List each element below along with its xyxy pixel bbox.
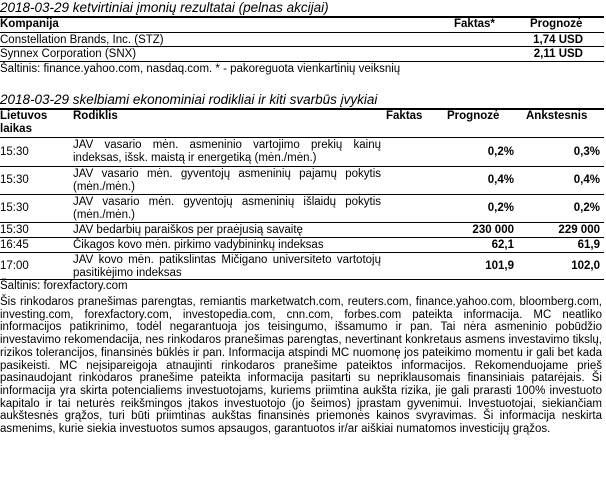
row-indicator: JAV bedarbių paraiškos per praėjusią savaitę xyxy=(73,224,303,236)
row-previous: 0,2% xyxy=(573,202,600,214)
divider xyxy=(0,16,604,18)
section1-source: Šaltinis: finance.yahoo.com, nasdaq.com. * - pakoreguota vienkartinių veiksnių xyxy=(0,63,401,75)
header-time-line2: laikas xyxy=(0,123,32,135)
header-fact: Faktas* xyxy=(454,18,495,30)
row-time: 16:45 xyxy=(0,239,29,251)
row-previous: 229 000 xyxy=(558,224,600,236)
row-time: 15:30 xyxy=(0,174,29,186)
divider xyxy=(0,166,604,167)
header-previous: Ankstesnis xyxy=(526,110,588,122)
row-previous: 0,3% xyxy=(573,146,600,158)
company-name: Constellation Brands, Inc. (STZ) xyxy=(0,34,164,46)
row-time: 15:30 xyxy=(0,224,29,236)
row-previous: 0,4% xyxy=(573,174,600,186)
row-time: 15:30 xyxy=(0,146,29,158)
row-indicator: JAV vasario mėn. gyventojų asmeninių pajamų pokytis (mėn./mėn.) xyxy=(73,168,381,193)
divider xyxy=(0,194,604,195)
row-previous: 102,0 xyxy=(571,260,600,272)
divider xyxy=(0,252,604,253)
row-forecast: 62,1 xyxy=(491,239,514,251)
header-indicator: Rodiklis xyxy=(73,110,118,122)
header-forecast: Prognozė xyxy=(530,18,583,30)
company-forecast: 2,11 USD xyxy=(533,48,583,60)
divider xyxy=(0,46,604,47)
header-forecast: Prognozė xyxy=(447,110,500,122)
header-time-line1: Lietuvos xyxy=(0,110,48,122)
divider xyxy=(0,137,604,138)
header-company: Kompanija xyxy=(0,18,59,30)
company-forecast: 1,74 USD xyxy=(533,34,583,46)
row-indicator: JAV vasario mėn. gyventojų asmeninių išlaidų pokytis (mėn./mėn.) xyxy=(73,196,381,221)
disclaimer-text: Šis rinkodaros pranešimas parengtas, remiantis marketwatch.com, reuters.com, finance.yahoo.com, bloomberg.com, investing.com, forexfactory.com, investopedia.com, cnn.com, forbes.com pateikta informacija. MC neatliko informacijos patikrinimo, todėl negarantuoja jos teisingumo, išsamumo ir pan. Tai nėra asmeninio pobūdžio investavimo rekomendacija, nes rinkodaros pranešimas parengtas, nevertinant konkretaus asmens investavimo tikslų, rizikos tolerancijos, finansinės būklės ir pan. Informacija atspindi MC nuomonę jos pateikimo momentu ir gali bet kada pasikeisti. MC neįsipareigoja atnaujinti rinkodaros pranešime pateiktos informacijos. Rekomenduojame prieš pasinaudojant rinkodaros pranešime pateikta informacija pasitarti su nepriklausomais finansiniais patarėjais. Ši informacija yra skirta potencialiems investuotojams, kuriems priimtina aukšta rizika, jie gali prarasti 100% investuoto kapitalo ir tai neturės reikšmingos įtakos investuotojo (jo šeimos) įprastam gyvenimui. Investuotojai, siekiančiam aukštesnės grąžos, turi būti priimtinas aukštas finansinės priemonės kainos svyravimas. Ši informacija neskirta asmenims, kurie siekia investuotos sumos apsaugos, garantuotos ir/ar aiškiai numatomos investicijų grąžos. xyxy=(0,296,602,436)
row-indicator: JAV kovo mėn. patikslintas Mičigano universiteto vartotojų pasitikėjimo indeksas xyxy=(73,254,381,279)
row-time: 15:30 xyxy=(0,202,29,214)
divider xyxy=(0,222,604,223)
row-forecast: 101,9 xyxy=(485,260,514,272)
divider xyxy=(0,32,604,33)
company-name: Synnex Corporation (SNX) xyxy=(0,48,137,60)
section2-source: Šaltinis: forexfactory.com xyxy=(0,280,128,292)
header-time xyxy=(0,110,47,136)
row-previous: 61,9 xyxy=(577,239,600,251)
row-indicator: JAV vasario mėn. asmeninio vartojimo prekių kainų indeksas, išsk. maistą ir energetiką (mėn./mėn.) xyxy=(73,139,381,164)
row-time: 17:00 xyxy=(0,260,29,272)
divider xyxy=(0,61,604,62)
row-forecast: 0,2% xyxy=(487,146,514,158)
row-forecast: 230 000 xyxy=(472,224,514,236)
row-forecast: 0,2% xyxy=(487,202,514,214)
section1-title: 2018-03-29 ketvirtiniai įmonių rezultatai (pelnas akcijai) xyxy=(0,0,329,15)
row-forecast: 0,4% xyxy=(487,174,514,186)
divider xyxy=(0,237,604,238)
row-indicator: Čikagos kovo mėn. pirkimo vadybininkų indeksas xyxy=(73,239,324,251)
header-fact: Faktas xyxy=(386,110,423,122)
section2-title: 2018-03-29 skelbiami ekonominiai rodikliai ir kiti svarbūs įvykiai xyxy=(0,92,378,107)
